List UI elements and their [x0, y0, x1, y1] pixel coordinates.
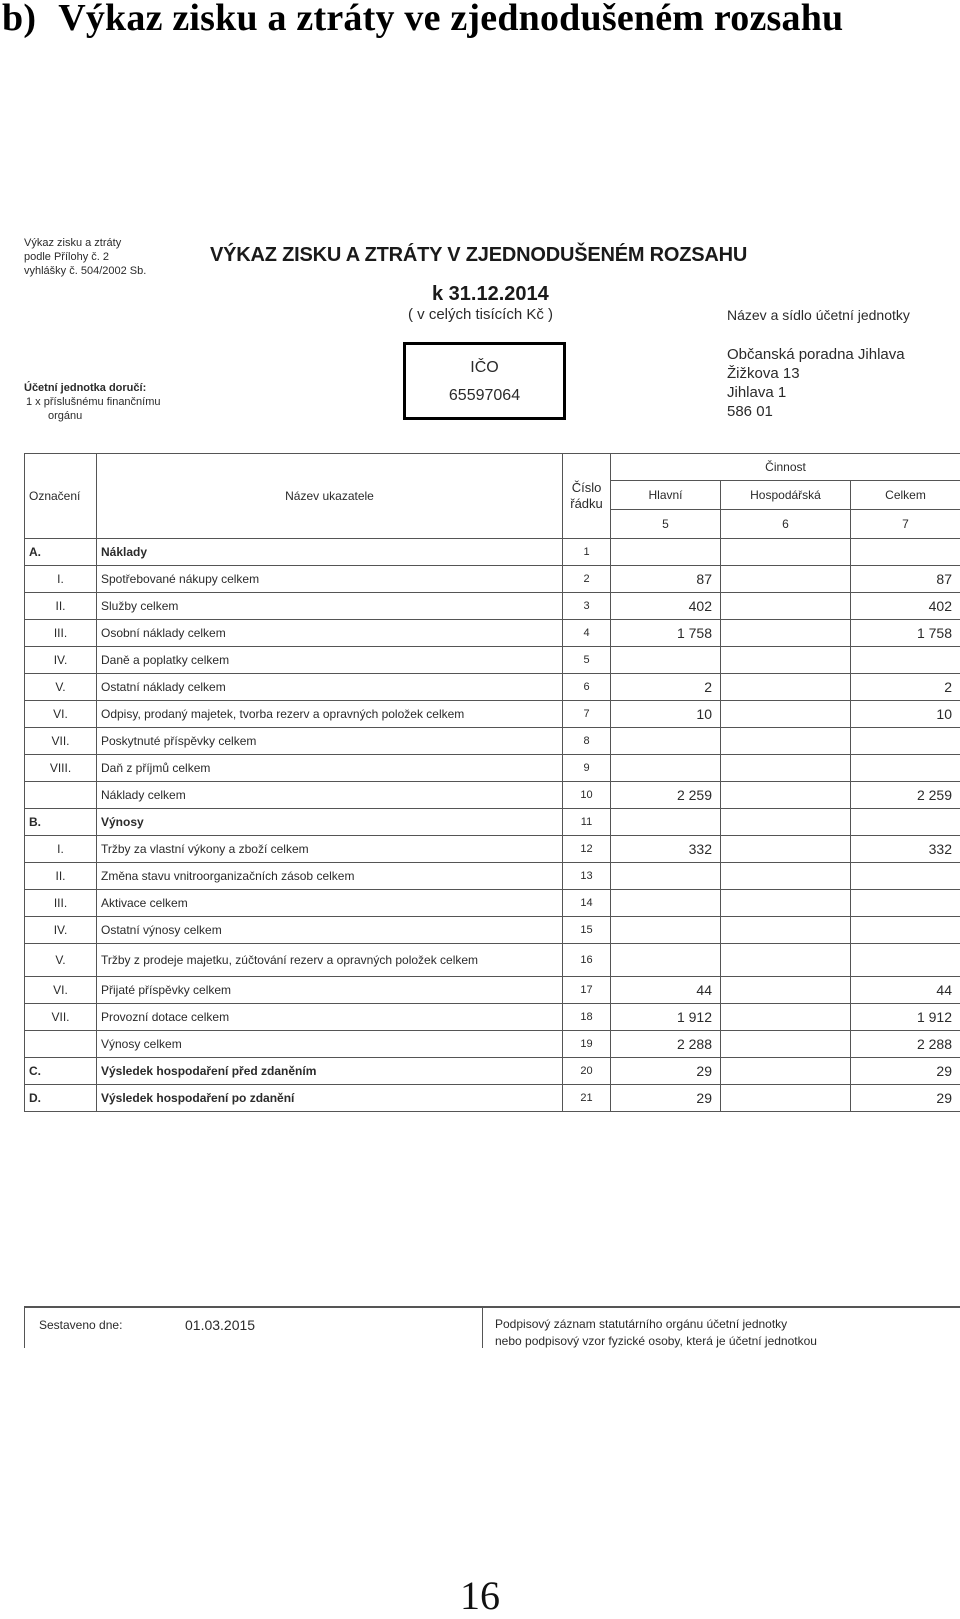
row-value-hlavni: 2 288: [611, 1031, 721, 1058]
row-value-hlavni: 402: [611, 593, 721, 620]
report-table: [24, 453, 960, 1112]
row-value-celkem: [851, 917, 960, 944]
header-cislo-radku: Číslo řádku: [563, 454, 611, 539]
ico-label: IČO: [406, 359, 563, 377]
row-line-number: 12: [563, 836, 611, 863]
row-value-hlavni: [611, 809, 721, 836]
entity-zip: 586 01: [727, 402, 905, 421]
row-value-celkem: [851, 728, 960, 755]
row-line-number: 1: [563, 539, 611, 566]
row-value-hospodarska: [721, 566, 851, 593]
signature-line: nebo podpisový vzor fyzické osoby, která je účetní jednotkou: [495, 1333, 817, 1350]
table-row: [25, 647, 960, 674]
row-name: Náklady celkem: [97, 782, 563, 809]
row-value-celkem: 1 912: [851, 1004, 960, 1031]
row-value-hospodarska: [721, 674, 851, 701]
table-row: [25, 1058, 960, 1085]
header-col-6: 6: [721, 510, 851, 539]
row-name: Výsledek hospodaření před zdaněním: [97, 1058, 563, 1085]
row-name: Náklady: [97, 539, 563, 566]
footer-box: [24, 1306, 960, 1348]
row-value-celkem: [851, 809, 960, 836]
row-code: IV.: [25, 647, 97, 674]
legal-note-line: Výkaz zisku a ztráty: [24, 236, 146, 250]
row-value-hlavni: [611, 944, 721, 977]
row-code: III.: [25, 620, 97, 647]
row-line-number: 7: [563, 701, 611, 728]
header-col-5: 5: [611, 510, 721, 539]
row-value-hospodarska: [721, 890, 851, 917]
row-code: IV.: [25, 917, 97, 944]
row-value-hospodarska: [721, 593, 851, 620]
row-line-number: 3: [563, 593, 611, 620]
entity-address: [727, 345, 905, 421]
table-row: [25, 701, 960, 728]
row-value-hospodarska: [721, 917, 851, 944]
recipient-line: orgánu: [24, 409, 161, 423]
table-row: [25, 782, 960, 809]
row-name: Odpisy, prodaný majetek, tvorba rezerv a opravných položek celkem: [97, 701, 563, 728]
compiled-label: Sestaveno dne:: [39, 1318, 122, 1332]
row-code: C.: [25, 1058, 97, 1085]
row-value-hospodarska: [721, 1031, 851, 1058]
table-row: [25, 944, 960, 977]
row-value-celkem: 2 288: [851, 1031, 960, 1058]
table-row: [25, 755, 960, 782]
row-value-hlavni: 1 912: [611, 1004, 721, 1031]
row-line-number: 15: [563, 917, 611, 944]
row-code: VII.: [25, 728, 97, 755]
table-row: [25, 566, 960, 593]
row-value-hlavni: 10: [611, 701, 721, 728]
table-row: [25, 890, 960, 917]
row-line-number: 11: [563, 809, 611, 836]
row-line-number: 14: [563, 890, 611, 917]
row-value-celkem: 29: [851, 1058, 960, 1085]
row-code: [25, 1031, 97, 1058]
row-value-celkem: [851, 863, 960, 890]
form-date: k 31.12.2014: [432, 283, 549, 306]
row-line-number: 10: [563, 782, 611, 809]
row-value-hospodarska: [721, 944, 851, 977]
row-line-number: 9: [563, 755, 611, 782]
row-name: Přijaté příspěvky celkem: [97, 977, 563, 1004]
row-code: D.: [25, 1085, 97, 1112]
header-cinnost: Činnost: [611, 454, 960, 481]
row-value-hospodarska: [721, 701, 851, 728]
header-col-7: 7: [851, 510, 960, 539]
header-celkem: Celkem: [851, 481, 960, 510]
row-line-number: 6: [563, 674, 611, 701]
row-value-celkem: [851, 755, 960, 782]
row-value-hlavni: 29: [611, 1058, 721, 1085]
entity-city: Jihlava 1: [727, 383, 905, 402]
row-line-number: 17: [563, 977, 611, 1004]
row-line-number: 8: [563, 728, 611, 755]
row-value-hospodarska: [721, 647, 851, 674]
row-name: Tržby za vlastní výkony a zboží celkem: [97, 836, 563, 863]
row-value-hlavni: 1 758: [611, 620, 721, 647]
row-code: I.: [25, 566, 97, 593]
table-row: [25, 836, 960, 863]
row-name: Spotřebované nákupy celkem: [97, 566, 563, 593]
row-line-number: 16: [563, 944, 611, 977]
row-code: V.: [25, 944, 97, 977]
row-value-hospodarska: [721, 1058, 851, 1085]
row-line-number: 4: [563, 620, 611, 647]
section-title: Výkaz zisku a ztráty ve zjednodušeném rozsahu: [58, 0, 843, 39]
row-line-number: 13: [563, 863, 611, 890]
row-value-hospodarska: [721, 836, 851, 863]
row-value-hlavni: 332: [611, 836, 721, 863]
row-code: VIII.: [25, 755, 97, 782]
row-code: B.: [25, 809, 97, 836]
table-row: [25, 809, 960, 836]
row-line-number: 19: [563, 1031, 611, 1058]
header-hlavni: Hlavní: [611, 481, 721, 510]
row-value-celkem: 2: [851, 674, 960, 701]
signature-line: Podpisový záznam statutárního orgánu účetní jednotky: [495, 1316, 817, 1333]
row-value-celkem: 44: [851, 977, 960, 1004]
row-code: V.: [25, 674, 97, 701]
row-line-number: 5: [563, 647, 611, 674]
row-value-celkem: 87: [851, 566, 960, 593]
row-name: Poskytnuté příspěvky celkem: [97, 728, 563, 755]
row-value-hlavni: 44: [611, 977, 721, 1004]
row-value-hospodarska: [721, 782, 851, 809]
row-name: Výnosy celkem: [97, 1031, 563, 1058]
row-name: Provozní dotace celkem: [97, 1004, 563, 1031]
legal-note: [24, 236, 146, 278]
row-code: II.: [25, 593, 97, 620]
row-name: Změna stavu vnitroorganizačních zásob celkem: [97, 863, 563, 890]
table-row: [25, 917, 960, 944]
row-value-hlavni: [611, 728, 721, 755]
section-prefix: b): [2, 0, 36, 39]
row-code: VI.: [25, 977, 97, 1004]
row-code: I.: [25, 836, 97, 863]
row-value-hospodarska: [721, 1085, 851, 1112]
legal-note-line: podle Přílohy č. 2: [24, 250, 146, 264]
row-value-celkem: 2 259: [851, 782, 960, 809]
row-value-hospodarska: [721, 809, 851, 836]
row-code: [25, 782, 97, 809]
table-row: [25, 539, 960, 566]
row-value-hlavni: 29: [611, 1085, 721, 1112]
row-value-hlavni: [611, 647, 721, 674]
row-value-hospodarska: [721, 863, 851, 890]
row-value-hlavni: [611, 917, 721, 944]
header-oznaceni: Označení: [25, 454, 97, 539]
row-code: VI.: [25, 701, 97, 728]
report-table-body: [25, 539, 960, 1112]
recipient-note: [24, 381, 161, 423]
header-nazev: Název ukazatele: [97, 454, 563, 539]
row-line-number: 2: [563, 566, 611, 593]
row-value-celkem: 332: [851, 836, 960, 863]
row-value-hospodarska: [721, 728, 851, 755]
row-value-hlavni: [611, 539, 721, 566]
row-name: Tržby z prodeje majetku, zúčtování rezerv a opravných položek celkem: [97, 944, 563, 977]
row-value-hospodarska: [721, 755, 851, 782]
header-hospodarska: Hospodářská: [721, 481, 851, 510]
footer-divider: [482, 1308, 483, 1348]
row-line-number: 20: [563, 1058, 611, 1085]
row-code: VII.: [25, 1004, 97, 1031]
row-value-hlavni: 2: [611, 674, 721, 701]
row-value-celkem: [851, 539, 960, 566]
recipient-line: 1 x příslušnému finančnímu: [24, 395, 161, 409]
row-code: A.: [25, 539, 97, 566]
page-number: 16: [0, 1572, 960, 1619]
table-row: [25, 620, 960, 647]
row-value-celkem: [851, 647, 960, 674]
row-code: II.: [25, 863, 97, 890]
row-value-hlavni: [611, 755, 721, 782]
compiled-date: 01.03.2015: [185, 1317, 255, 1333]
row-value-hlavni: 2 259: [611, 782, 721, 809]
row-name: Výsledek hospodaření po zdanění: [97, 1085, 563, 1112]
row-name: Ostatní výnosy celkem: [97, 917, 563, 944]
row-name: Daně a poplatky celkem: [97, 647, 563, 674]
table-row: [25, 728, 960, 755]
row-value-celkem: [851, 890, 960, 917]
recipient-label: Účetní jednotka doručí:: [24, 381, 161, 395]
row-value-hlavni: [611, 863, 721, 890]
row-value-hospodarska: [721, 977, 851, 1004]
form-title: VÝKAZ ZISKU A ZTRÁTY V ZJEDNODUŠENÉM ROZSAHU: [210, 244, 747, 267]
entity-street: Žižkova 13: [727, 364, 905, 383]
row-name: Výnosy: [97, 809, 563, 836]
table-row: [25, 1085, 960, 1112]
table-row: [25, 674, 960, 701]
table-row: [25, 977, 960, 1004]
row-value-hospodarska: [721, 1004, 851, 1031]
row-value-celkem: [851, 944, 960, 977]
table-row: [25, 863, 960, 890]
row-value-celkem: 29: [851, 1085, 960, 1112]
row-line-number: 21: [563, 1085, 611, 1112]
row-value-hospodarska: [721, 620, 851, 647]
form-units: ( v celých tisících Kč ): [408, 306, 553, 323]
row-value-hlavni: [611, 890, 721, 917]
row-line-number: 18: [563, 1004, 611, 1031]
legal-note-line: vyhlášky č. 504/2002 Sb.: [24, 264, 146, 278]
row-name: Daň z příjmů celkem: [97, 755, 563, 782]
signature-note: [495, 1316, 817, 1350]
row-value-hlavni: 87: [611, 566, 721, 593]
table-row: [25, 1004, 960, 1031]
row-name: Osobní náklady celkem: [97, 620, 563, 647]
ico-box: [403, 342, 566, 420]
row-name: Ostatní náklady celkem: [97, 674, 563, 701]
row-value-celkem: 1 758: [851, 620, 960, 647]
table-row: [25, 1031, 960, 1058]
row-value-hospodarska: [721, 539, 851, 566]
row-value-celkem: 402: [851, 593, 960, 620]
row-name: Služby celkem: [97, 593, 563, 620]
ico-value: 65597064: [406, 387, 563, 405]
entity-label: Název a sídlo účetní jednotky: [727, 307, 910, 323]
row-value-celkem: 10: [851, 701, 960, 728]
row-code: III.: [25, 890, 97, 917]
row-name: Aktivace celkem: [97, 890, 563, 917]
table-row: [25, 593, 960, 620]
entity-name: Občanská poradna Jihlava: [727, 345, 905, 364]
